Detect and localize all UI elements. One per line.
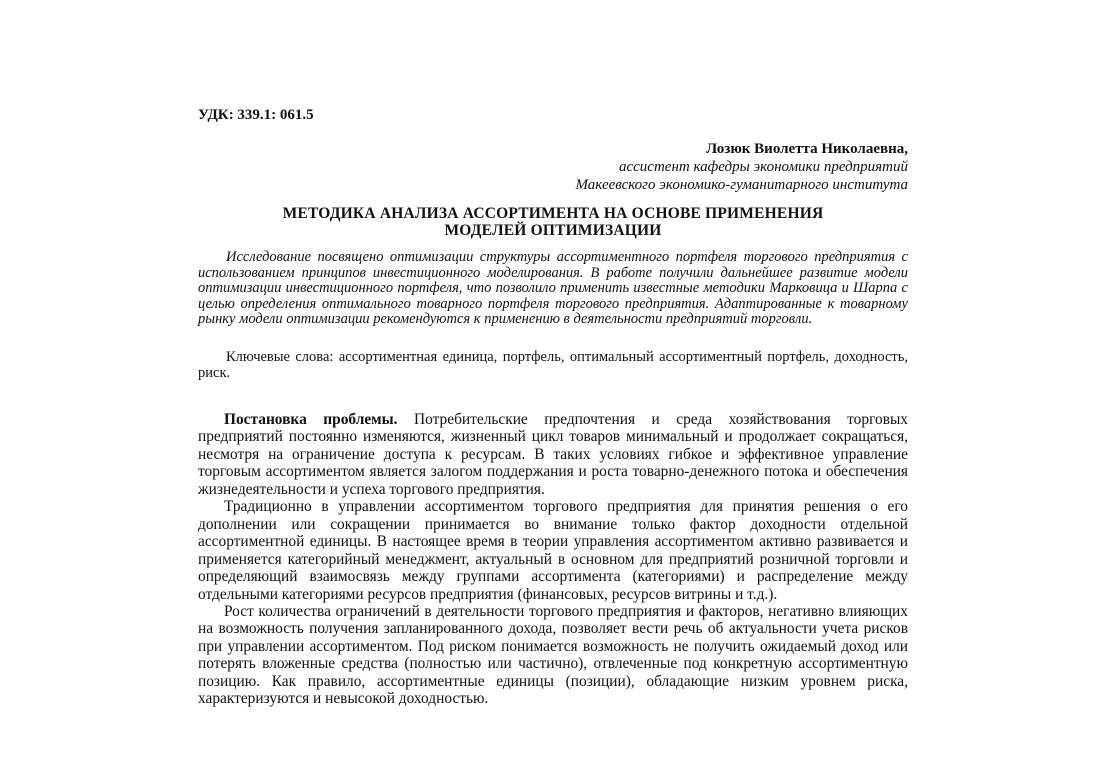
- author-position: ассистент кафедры экономики предприятий: [618, 159, 908, 175]
- author-block: [198, 140, 908, 194]
- author-institution: Макеевского экономико-гуманитарного института: [575, 177, 908, 193]
- keywords: Ключевые слова: ассортиментная единица, портфель, оптимальный ассортиментный портфель, доходность, риск.: [198, 349, 908, 381]
- paragraph-1-text: Потребительские предпочтения и среда хозяйствования торговых предприятий постоянно изменяются, жизненный цикл товаров минимальный и продолжает сокращаться, несмотря на ограничение доступа к ресурсам. В таких условиях гибкое и эффективное управление торговым ассортиментом является залогом поддержания и роста товарно-денежного потока и обеспечения жизнедеятельности и успеха торгового предприятия.: [198, 411, 908, 498]
- paragraph-2: Традиционно в управлении ассортиментом торгового предприятия для принятия решения о его дополнении или сокращении принимается во внимание только фактор доходности отдельной ассортиментной единицы. В настоящее время в теории управления ассортиментом активно развивается и применяется категорийный менеджмент, актуальный в основном для предприятий розничной торговли и определяющий взаимосвязь между группами ассортимента (категориями) и распределение между отдельными категориями ресурсов предприятия (финансовых, ресурсов витрины и т.д.).: [198, 498, 908, 603]
- abstract: Исследование посвящено оптимизации структуры ассортиментного портфеля торгового предприятия с использованием принципов инвестиционного моделирования. В работе получили дальнейшее развитие модели оптимизации инвестиционного портфеля, что позволило применить известные методики Марковица и Шарпа с целью определения оптимального товарного портфеля торгового предприятия. Адаптированные к товарному рынку модели оптимизации рекомендуются к применению в деятельности предприятий торговли.: [198, 249, 908, 328]
- udk-code: УДК: 339.1: 061.5: [198, 107, 314, 123]
- paper-title: [198, 205, 908, 239]
- paragraph-1: [198, 411, 908, 498]
- author-name: Лозюк Виолетта Николаевна,: [705, 141, 908, 157]
- paper-title-line-2: МОДЕЛЕЙ ОПТИМИЗАЦИИ: [444, 222, 662, 239]
- section-heading-problem: Постановка проблемы.: [224, 411, 398, 428]
- paragraph-3: Рост количества ограничений в деятельности торгового предприятия и факторов, негативно влияющих на возможность получения запланированного дохода, позволяет вести речь об актуальности учета рисков при управлении ассортиментом. Под риском понимается возможность не получить ожидаемый доход или потерять вложенные средства (полностью или частично), отвлеченные под конкретную ассортиментную позицию. Как правило, ассортиментные единицы (позиции), обладающие низким уровнем риска, характеризуются и невысокой доходностью.: [198, 602, 908, 708]
- paper-title-line-1: МЕТОДИКА АНАЛИЗА АССОРТИМЕНТА НА ОСНОВЕ ПРИМЕНЕНИЯ: [282, 205, 824, 222]
- body-text: [198, 411, 908, 708]
